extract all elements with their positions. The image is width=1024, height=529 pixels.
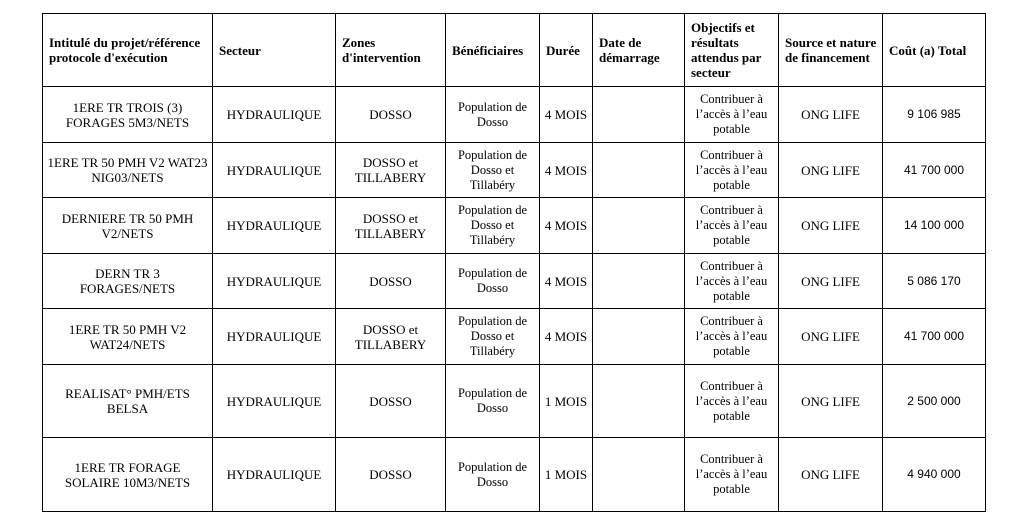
cell-beneficiaires: Population de Dosso bbox=[446, 87, 540, 143]
cell-zones: DOSSO et TILLABERY bbox=[336, 198, 446, 254]
table-row bbox=[43, 309, 986, 365]
header-source: Source et nature de financement bbox=[779, 14, 883, 87]
cell-date bbox=[593, 309, 685, 365]
cell-date bbox=[593, 87, 685, 143]
cell-date bbox=[593, 143, 685, 198]
header-intitule: Intitulé du projet/référence protocole d'exécution bbox=[43, 14, 213, 87]
cell-source: ONG LIFE bbox=[779, 143, 883, 198]
cell-zones: DOSSO bbox=[336, 365, 446, 438]
cell-secteur: HYDRAULIQUE bbox=[213, 309, 336, 365]
cell-duree: 4 MOIS bbox=[540, 87, 593, 143]
cell-source: ONG LIFE bbox=[779, 365, 883, 438]
cell-secteur: HYDRAULIQUE bbox=[213, 438, 336, 512]
cell-beneficiaires: Population de Dosso bbox=[446, 365, 540, 438]
cell-cout: 14 100 000 bbox=[883, 198, 986, 254]
cell-title: 1ERE TR 50 PMH V2 WAT24/NETS bbox=[43, 309, 213, 365]
table-row bbox=[43, 365, 986, 438]
cell-title: DERN TR 3 FORAGES/NETS bbox=[43, 254, 213, 309]
cell-zones: DOSSO bbox=[336, 438, 446, 512]
table-row bbox=[43, 87, 986, 143]
cell-objectifs: Contribuer à l’accès à l’eau potable bbox=[685, 254, 779, 309]
cell-date bbox=[593, 198, 685, 254]
cell-zones: DOSSO et TILLABERY bbox=[336, 309, 446, 365]
cell-objectifs: Contribuer à l’accès à l’eau potable bbox=[685, 365, 779, 438]
cell-date bbox=[593, 365, 685, 438]
cell-title: DERNIERE TR 50 PMH V2/NETS bbox=[43, 198, 213, 254]
cell-source: ONG LIFE bbox=[779, 254, 883, 309]
cell-objectifs: Contribuer à l’accès à l’eau potable bbox=[685, 87, 779, 143]
header-cout: Coût (a) Total bbox=[883, 14, 986, 87]
cell-beneficiaires: Population de Dosso et Tillabéry bbox=[446, 198, 540, 254]
table-row bbox=[43, 198, 986, 254]
cell-title: REALISAT° PMH/ETS BELSA bbox=[43, 365, 213, 438]
cell-date bbox=[593, 438, 685, 512]
header-zones: Zones d'intervention bbox=[336, 14, 446, 87]
projects-table bbox=[42, 13, 986, 512]
cell-title: 1ERE TR TROIS (3) FORAGES 5M3/NETS bbox=[43, 87, 213, 143]
cell-duree: 4 MOIS bbox=[540, 143, 593, 198]
table-row bbox=[43, 254, 986, 309]
cell-secteur: HYDRAULIQUE bbox=[213, 254, 336, 309]
cell-cout: 41 700 000 bbox=[883, 309, 986, 365]
cell-source: ONG LIFE bbox=[779, 87, 883, 143]
cell-title: 1ERE TR FORAGE SOLAIRE 10M3/NETS bbox=[43, 438, 213, 512]
cell-beneficiaires: Population de Dosso bbox=[446, 254, 540, 309]
cell-objectifs: Contribuer à l’accès à l’eau potable bbox=[685, 309, 779, 365]
cell-beneficiaires: Population de Dosso bbox=[446, 438, 540, 512]
cell-zones: DOSSO et TILLABERY bbox=[336, 143, 446, 198]
table-row bbox=[43, 143, 986, 198]
header-objectifs: Objectifs et résultats attendus par secteur bbox=[685, 14, 779, 87]
cell-cout: 41 700 000 bbox=[883, 143, 986, 198]
cell-objectifs: Contribuer à l’accès à l’eau potable bbox=[685, 198, 779, 254]
cell-duree: 1 MOIS bbox=[540, 365, 593, 438]
cell-source: ONG LIFE bbox=[779, 309, 883, 365]
cell-duree: 4 MOIS bbox=[540, 198, 593, 254]
cell-cout: 5 086 170 bbox=[883, 254, 986, 309]
cell-beneficiaires: Population de Dosso et Tillabéry bbox=[446, 143, 540, 198]
cell-secteur: HYDRAULIQUE bbox=[213, 198, 336, 254]
cell-zones: DOSSO bbox=[336, 87, 446, 143]
cell-source: ONG LIFE bbox=[779, 198, 883, 254]
cell-title: 1ERE TR 50 PMH V2 WAT23 NIG03/NETS bbox=[43, 143, 213, 198]
cell-secteur: HYDRAULIQUE bbox=[213, 143, 336, 198]
header-duree: Durée bbox=[540, 14, 593, 87]
table-row bbox=[43, 438, 986, 512]
cell-objectifs: Contribuer à l’accès à l’eau potable bbox=[685, 438, 779, 512]
cell-cout: 4 940 000 bbox=[883, 438, 986, 512]
header-row bbox=[43, 14, 986, 87]
cell-zones: DOSSO bbox=[336, 254, 446, 309]
header-beneficiaires: Bénéficiaires bbox=[446, 14, 540, 87]
cell-source: ONG LIFE bbox=[779, 438, 883, 512]
cell-cout: 2 500 000 bbox=[883, 365, 986, 438]
cell-secteur: HYDRAULIQUE bbox=[213, 365, 336, 438]
header-date: Date de démarrage bbox=[593, 14, 685, 87]
cell-duree: 4 MOIS bbox=[540, 254, 593, 309]
cell-secteur: HYDRAULIQUE bbox=[213, 87, 336, 143]
cell-duree: 1 MOIS bbox=[540, 438, 593, 512]
cell-objectifs: Contribuer à l’accès à l’eau potable bbox=[685, 143, 779, 198]
cell-cout: 9 106 985 bbox=[883, 87, 986, 143]
cell-beneficiaires: Population de Dosso et Tillabéry bbox=[446, 309, 540, 365]
header-secteur: Secteur bbox=[213, 14, 336, 87]
cell-date bbox=[593, 254, 685, 309]
cell-duree: 4 MOIS bbox=[540, 309, 593, 365]
